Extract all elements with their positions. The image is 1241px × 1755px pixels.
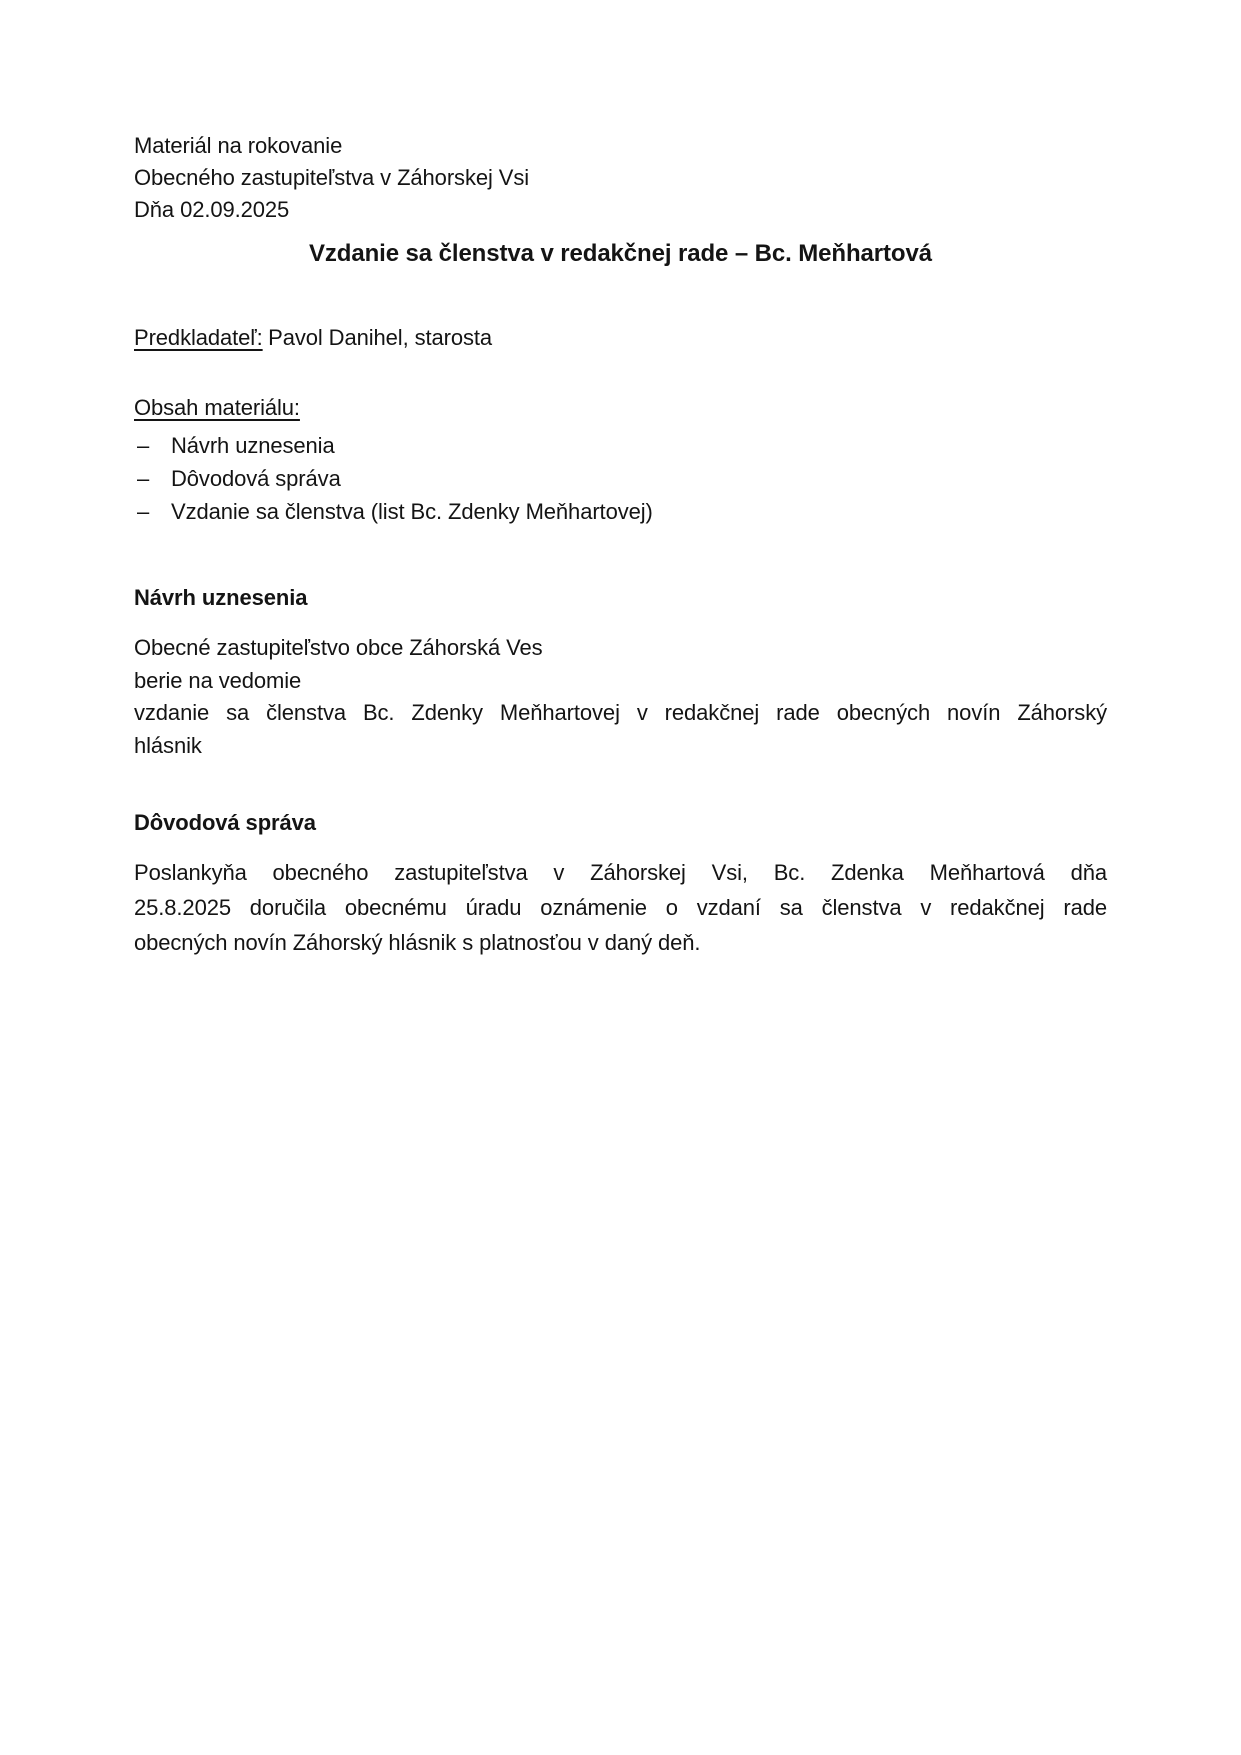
dovodova-line-2: 25.8.2025 doručila obecnému úradu oznámenie o vzdaní sa členstva v redakčnej rade bbox=[134, 895, 1107, 920]
obsah-list bbox=[134, 429, 1107, 528]
header-line-2: Obecného zastupiteľstva v Záhorskej Vsi bbox=[134, 165, 530, 190]
obsah-label bbox=[134, 392, 1107, 424]
section-heading-navrh-uznesenia: Návrh uznesenia bbox=[134, 585, 308, 610]
document-header bbox=[134, 130, 1107, 226]
list-item bbox=[134, 429, 1107, 462]
dovodova-line-1: Poslankyňa obecného zastupiteľstva v Záhorskej Vsi, Bc. Zdenka Meňhartová dňa bbox=[134, 860, 1107, 885]
header-line-1: Materiál na rokovanie bbox=[134, 133, 343, 158]
dash-bullet: – bbox=[137, 499, 150, 524]
header-line-3: Dňa 02.09.2025 bbox=[134, 197, 290, 222]
dovodova-sprava-paragraph bbox=[134, 855, 1107, 960]
navrh-line-2: berie na vedomie bbox=[134, 667, 302, 693]
predkladatel-line bbox=[134, 322, 1107, 354]
list-item-label: Dôvodová správa bbox=[171, 466, 341, 491]
page-title: Vzdanie sa členstva v redakčnej rade – Bc. Meňhartová bbox=[309, 240, 932, 267]
section-heading-dovodova-sprava: Dôvodová správa bbox=[134, 810, 316, 835]
navrh-line-3: vzdanie sa členstva Bc. Zdenky Meňhartovej v redakčnej rade obecných novín Záhorský bbox=[134, 700, 1107, 725]
dovodova-line-3: obecných novín Záhorský hlásnik s platnosťou v daný deň. bbox=[134, 930, 701, 955]
navrh-line-1: Obecné zastupiteľstvo obce Záhorská Ves bbox=[134, 635, 543, 660]
list-item bbox=[134, 495, 1107, 528]
dash-bullet: – bbox=[137, 466, 150, 491]
navrh-line-4: hlásnik bbox=[134, 732, 202, 758]
predkladatel-value: Pavol Danihel, starosta bbox=[268, 325, 493, 350]
list-item-label: Vzdanie sa členstva (list Bc. Zdenky Meňhartovej) bbox=[171, 499, 653, 524]
list-item bbox=[134, 462, 1107, 495]
navrh-uznesenia-paragraph bbox=[134, 632, 1107, 762]
predkladatel-label: Predkladateľ: bbox=[134, 325, 263, 350]
list-item-label: Návrh uznesenia bbox=[171, 433, 335, 458]
obsah-label-text: Obsah materiálu: bbox=[134, 395, 300, 420]
dash-bullet: – bbox=[137, 433, 150, 458]
